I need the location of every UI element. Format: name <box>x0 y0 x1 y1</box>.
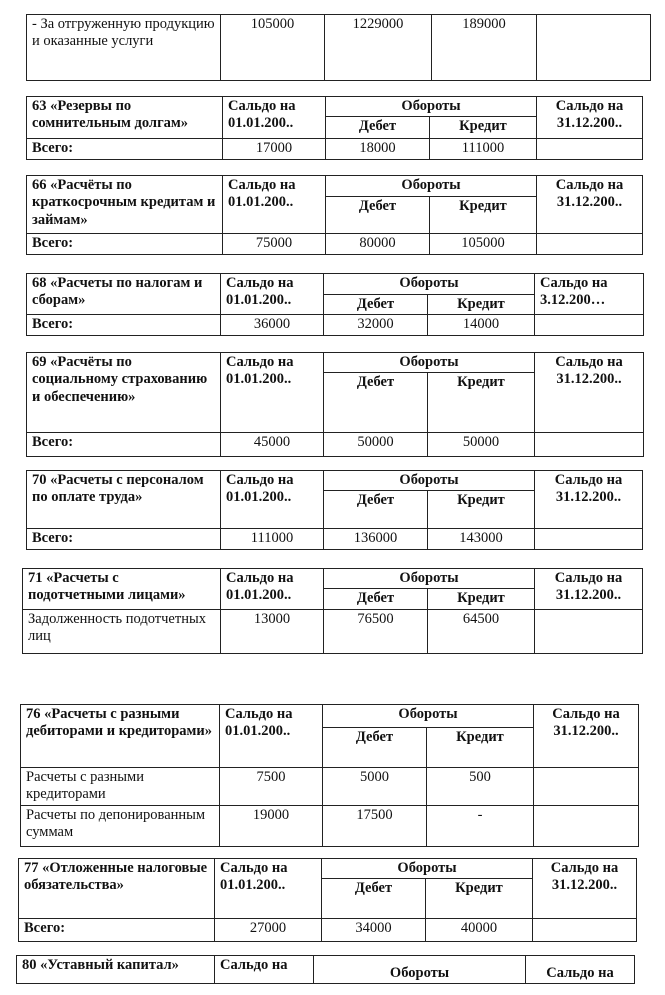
table-row <box>27 234 643 255</box>
table-row <box>21 768 639 806</box>
kredit-value: 143000 <box>428 529 535 549</box>
saldo-begin-header: Сальдо на <box>215 956 314 984</box>
row-label: - За отгруженную продукцию и оказанные услуги <box>27 15 221 81</box>
saldo-end-value <box>537 15 651 81</box>
row-label: Всего: <box>19 919 215 942</box>
saldo-end-header: Сальдо на 31.12.200.. <box>537 97 643 139</box>
saldo-end-value <box>535 609 643 653</box>
debet-value: 76500 <box>324 609 428 653</box>
table-row <box>27 433 644 457</box>
debet-header: Дебет <box>324 589 428 609</box>
debet-value: 80000 <box>326 234 430 255</box>
debet-value: 1229000 <box>325 15 432 81</box>
saldo-begin-header: Сальдо на 01.01.200.. <box>221 471 324 529</box>
debet-value: 34000 <box>322 919 426 942</box>
account-title: 69 «Расчёты по социальному страхованию и обеспечению» <box>27 353 221 433</box>
saldo-begin-value: 111000 <box>221 529 324 549</box>
table-row <box>21 806 639 847</box>
debet-value: 136000 <box>324 529 428 549</box>
table-continuation <box>26 14 651 81</box>
row-label: Всего: <box>27 315 221 335</box>
oboroty-header: Обороты <box>324 353 535 373</box>
saldo-begin-value: 36000 <box>221 315 324 335</box>
saldo-begin-header: Сальдо на 01.01.200.. <box>221 353 324 433</box>
table-row <box>27 529 643 549</box>
saldo-begin-value: 75000 <box>223 234 326 255</box>
kredit-header: Кредит <box>430 117 537 139</box>
table-row <box>19 919 637 942</box>
table-account-70 <box>26 470 643 550</box>
saldo-end-value <box>537 234 643 255</box>
kredit-header: Кредит <box>428 295 535 315</box>
table-account-76 <box>20 704 639 847</box>
account-title: 76 «Расчеты с разными дебиторами и кредиторами» <box>21 705 220 768</box>
account-title: 77 «Отложенные налоговые обязательства» <box>19 859 215 919</box>
kredit-value: 189000 <box>432 15 537 81</box>
debet-value: 18000 <box>326 139 430 159</box>
saldo-end-value <box>535 433 644 457</box>
table-account-63 <box>26 96 643 160</box>
table-account-71 <box>22 568 643 654</box>
row-label: Всего: <box>27 529 221 549</box>
account-title: 71 «Расчеты с подотчетными лицами» <box>23 569 221 610</box>
table-row <box>27 15 651 81</box>
saldo-begin-header: Сальдо на 01.01.200.. <box>215 859 322 919</box>
account-title: 70 «Расчеты с персоналом по оплате труда» <box>27 471 221 529</box>
saldo-end-header: Сальдо на 31.12.200.. <box>535 569 643 610</box>
saldo-end-header: Сальдо на 31.12.200.. <box>533 859 637 919</box>
kredit-value: 40000 <box>426 919 533 942</box>
row-label: Всего: <box>27 433 221 457</box>
row-label: Задолженность подотчетных лиц <box>23 609 221 653</box>
debet-header: Дебет <box>324 373 428 433</box>
row-label: Всего: <box>27 234 223 255</box>
kredit-value: 111000 <box>430 139 537 159</box>
kredit-header: Кредит <box>428 373 535 433</box>
table-account-66 <box>26 175 643 255</box>
saldo-begin-value: 13000 <box>221 609 324 653</box>
oboroty-header: Обороты <box>324 471 535 491</box>
kredit-value: 500 <box>427 768 534 806</box>
saldo-end-header: Сальдо на <box>526 956 635 984</box>
saldo-begin-header: Сальдо на 01.01.200.. <box>221 569 324 610</box>
saldo-end-header: Сальдо на 31.12.200.. <box>535 353 644 433</box>
debet-value: 5000 <box>323 768 427 806</box>
saldo-end-header: Сальдо на 31.12.200.. <box>535 471 643 529</box>
kredit-value: 64500 <box>428 609 535 653</box>
row-label: Расчеты по депонированным суммам <box>21 806 220 847</box>
account-title: 68 «Расчеты по налогам и сборам» <box>27 274 221 315</box>
oboroty-header: Обороты <box>326 97 537 117</box>
debet-header: Дебет <box>326 117 430 139</box>
oboroty-header: Обороты <box>326 176 537 197</box>
kredit-header: Кредит <box>428 589 535 609</box>
debet-header: Дебет <box>326 197 430 234</box>
saldo-begin-value: 19000 <box>220 806 323 847</box>
saldo-end-value <box>534 806 639 847</box>
saldo-begin-header: Сальдо на 01.01.200.. <box>221 274 324 315</box>
kredit-header: Кредит <box>426 879 533 919</box>
kredit-header: Кредит <box>427 728 534 768</box>
table-row <box>27 139 643 159</box>
row-label: Расчеты с разными кредиторами <box>21 768 220 806</box>
table-account-69 <box>26 352 644 457</box>
saldo-begin-value: 17000 <box>223 139 326 159</box>
kredit-value: 50000 <box>428 433 535 457</box>
table-account-80 <box>16 955 635 984</box>
table-account-68 <box>26 273 644 336</box>
row-label: Всего: <box>27 139 223 159</box>
table-row <box>27 315 644 335</box>
saldo-begin-header: Сальдо на 01.01.200.. <box>220 705 323 768</box>
account-title: 66 «Расчёты по краткосрочным кредитам и займам» <box>27 176 223 234</box>
table-row <box>23 609 643 653</box>
oboroty-header: Обороты <box>314 956 526 984</box>
debet-header: Дебет <box>323 728 427 768</box>
oboroty-header: Обороты <box>322 859 533 879</box>
saldo-begin-value: 27000 <box>215 919 322 942</box>
account-title: 63 «Резервы по сомнительным долгам» <box>27 97 223 139</box>
oboroty-header: Обороты <box>324 569 535 589</box>
saldo-begin-value: 105000 <box>221 15 325 81</box>
saldo-begin-header: Сальдо на 01.01.200.. <box>223 97 326 139</box>
kredit-value: 105000 <box>430 234 537 255</box>
debet-value: 32000 <box>324 315 428 335</box>
debet-header: Дебет <box>324 295 428 315</box>
oboroty-header: Обороты <box>323 705 534 728</box>
oboroty-header: Обороты <box>324 274 535 295</box>
saldo-end-value <box>537 139 643 159</box>
account-title: 80 «Уставный капитал» <box>17 956 215 984</box>
saldo-begin-value: 7500 <box>220 768 323 806</box>
saldo-end-value <box>533 919 637 942</box>
debet-value: 17500 <box>323 806 427 847</box>
saldo-begin-value: 45000 <box>221 433 324 457</box>
kredit-header: Кредит <box>428 491 535 529</box>
saldo-end-header: Сальдо на 31.12.200.. <box>537 176 643 234</box>
debet-header: Дебет <box>324 491 428 529</box>
kredit-value: - <box>427 806 534 847</box>
debet-value: 50000 <box>324 433 428 457</box>
table-account-77 <box>18 858 637 942</box>
debet-header: Дебет <box>322 879 426 919</box>
saldo-end-value <box>534 768 639 806</box>
saldo-begin-header: Сальдо на 01.01.200.. <box>223 176 326 234</box>
saldo-end-value <box>535 315 644 335</box>
kredit-value: 14000 <box>428 315 535 335</box>
saldo-end-header: Сальдо на 3.12.200… <box>535 274 644 315</box>
kredit-header: Кредит <box>430 197 537 234</box>
saldo-end-header: Сальдо на 31.12.200.. <box>534 705 639 768</box>
saldo-end-value <box>535 529 643 549</box>
